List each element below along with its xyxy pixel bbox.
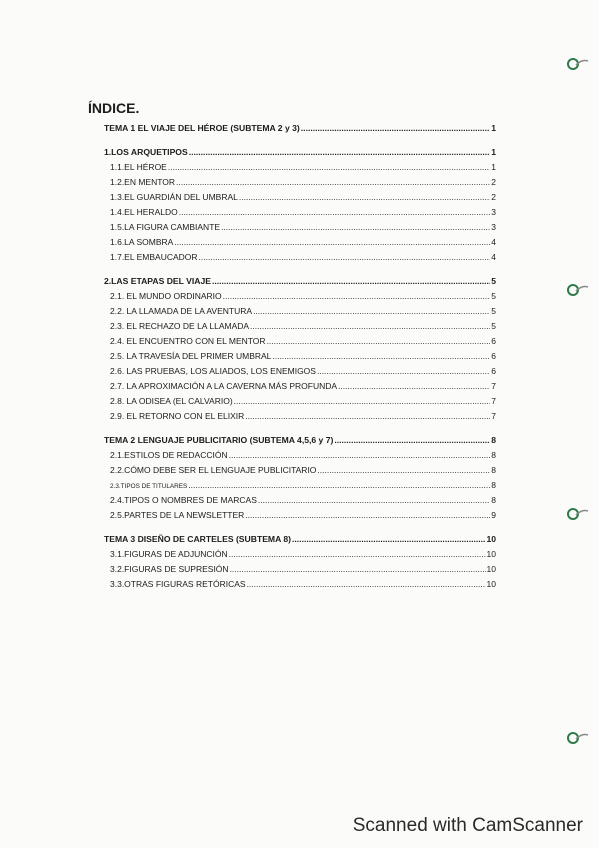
toc-entry-label: TEMA 2 LENGUAJE PUBLICITARIO (SUBTEMA 4,5,6 y 7) <box>104 435 334 445</box>
toc-entry-label: 2.3.TIPOS DE TITULARES <box>110 483 188 490</box>
toc-entry-label: 2.8. LA ODISEA (EL CALVARIO) <box>110 396 233 406</box>
toc-entry-label: 2.4. EL ENCUENTRO CON EL MENTOR <box>110 336 266 346</box>
toc-entry-label: 1.2.EN MENTOR <box>110 177 176 187</box>
toc-page-number: 10 <box>486 549 496 559</box>
toc-entry <box>104 334 496 349</box>
toc-entry-label: 2.7. LA APROXIMACIÓN A LA CAVERNA MÁS PROFUNDA <box>110 381 338 391</box>
toc-entry <box>104 448 496 463</box>
toc-page-number: 6 <box>491 336 496 346</box>
toc-entry-label: 2.1.ESTILOS DE REDACCIÓN <box>110 450 228 460</box>
toc-section-entry <box>104 145 496 160</box>
toc-entry <box>104 304 496 319</box>
toc-page-number: 7 <box>491 381 496 391</box>
dot-leader <box>247 577 486 592</box>
dot-leader <box>212 274 490 289</box>
toc-page-number: 8 <box>491 450 496 460</box>
toc-entry-label: 1.5.LA FIGURA CAMBIANTE <box>110 222 221 232</box>
toc-entry <box>104 409 496 424</box>
dot-leader <box>199 250 491 265</box>
toc-page-number: 6 <box>491 351 496 361</box>
toc-entry <box>104 235 496 250</box>
toc-entry <box>104 250 496 265</box>
toc-page-number: 8 <box>491 480 496 490</box>
dot-leader <box>221 220 490 235</box>
toc-entry <box>104 547 496 562</box>
toc-entry <box>104 577 496 592</box>
toc-entry <box>104 394 496 409</box>
toc-page-number: 4 <box>491 252 496 262</box>
toc-page-number: 8 <box>491 465 496 475</box>
dot-leader <box>230 562 486 577</box>
dot-leader <box>245 508 490 523</box>
toc-entry-label: TEMA 1 EL VIAJE DEL HÉROE (SUBTEMA 2 y 3) <box>104 123 300 133</box>
toc-page-number: 1 <box>491 147 496 157</box>
group-spacer <box>104 424 496 433</box>
toc-section-entry <box>104 121 496 136</box>
toc-section-entry <box>104 433 496 448</box>
toc-entry <box>104 160 496 175</box>
toc-entry-label: 2.2. LA LLAMADA DE LA AVENTURA <box>110 306 253 316</box>
toc-entry-label: 2.2.CÓMO DEBE SER EL LENGUAJE PUBLICITARIO <box>110 465 317 475</box>
toc-entry <box>104 493 496 508</box>
dot-leader <box>189 145 490 160</box>
toc-page-number: 10 <box>486 564 496 574</box>
toc-entry-label: 3.2.FIGURAS DE SUPRESIÓN <box>110 564 229 574</box>
toc-entry <box>104 319 496 334</box>
toc-entry-label: 3.1.FIGURAS DE ADJUNCIÓN <box>110 549 228 559</box>
toc-section-entry <box>104 532 496 547</box>
dot-leader <box>338 379 490 394</box>
group-spacer <box>104 136 496 145</box>
toc-entry <box>104 364 496 379</box>
dot-leader <box>317 364 490 379</box>
toc-page-number: 8 <box>491 495 496 505</box>
toc-entry-label: 2.5. LA TRAVESÍA DEL PRIMER UMBRAL <box>110 351 272 361</box>
dot-leader <box>239 190 490 205</box>
toc-page-number: 3 <box>491 222 496 232</box>
binder-ring-icon <box>567 507 589 521</box>
toc-entry <box>104 190 496 205</box>
dot-leader <box>272 349 490 364</box>
dot-leader <box>188 478 490 493</box>
toc-entry <box>104 220 496 235</box>
dot-leader <box>223 289 491 304</box>
toc-entry <box>104 562 496 577</box>
toc-page-number: 7 <box>491 411 496 421</box>
toc-entry <box>104 379 496 394</box>
toc-entry-label: 1.3.EL GUARDIÁN DEL UMBRAL <box>110 192 238 202</box>
toc-entry <box>104 508 496 523</box>
group-spacer <box>104 265 496 274</box>
toc-entry <box>104 205 496 220</box>
toc-entry-label: 2.1. EL MUNDO ORDINARIO <box>110 291 222 301</box>
dot-leader <box>250 319 490 334</box>
toc-entry <box>104 175 496 190</box>
dot-leader <box>174 235 490 250</box>
dot-leader <box>267 334 491 349</box>
toc-page-number: 10 <box>486 579 496 589</box>
toc-page-number: 9 <box>491 510 496 520</box>
toc-entry <box>104 349 496 364</box>
toc-page-number: 7 <box>491 396 496 406</box>
dot-leader <box>258 493 490 508</box>
toc-entry-label: 2.9. EL RETORNO CON EL ELIXIR <box>110 411 245 421</box>
toc-page-number: 3 <box>491 207 496 217</box>
toc-entry <box>104 478 496 493</box>
toc-page-number: 5 <box>491 276 496 286</box>
camscanner-watermark: Scanned with CamScanner <box>352 815 583 836</box>
toc-section-entry <box>104 274 496 289</box>
toc-entry-label: 1.6.LA SOMBRA <box>110 237 174 247</box>
toc-page-number: 1 <box>491 162 496 172</box>
toc-page-number: 2 <box>491 177 496 187</box>
dot-leader <box>253 304 490 319</box>
toc-entry-label: 2.3. EL RECHAZO DE LA LLAMADA <box>110 321 250 331</box>
toc-page-number: 5 <box>491 321 496 331</box>
toc-page-number: 5 <box>491 291 496 301</box>
dot-leader <box>176 175 490 190</box>
toc-page-number: 5 <box>491 306 496 316</box>
index-title: ÍNDICE. <box>88 100 140 116</box>
dot-leader <box>168 160 490 175</box>
toc-entry-label: 2.6. LAS PRUEBAS, LOS ALIADOS, LOS ENEMIGOS <box>110 366 316 376</box>
toc-entry <box>104 289 496 304</box>
dot-leader <box>334 433 490 448</box>
dot-leader <box>229 448 491 463</box>
dot-leader <box>301 121 490 136</box>
binder-ring-icon <box>567 57 589 71</box>
toc-entry-label: 1.LOS ARQUETIPOS <box>104 147 188 157</box>
table-of-contents <box>104 121 496 592</box>
toc-page-number: 2 <box>491 192 496 202</box>
toc-entry-label: 1.4.EL HERALDO <box>110 207 178 217</box>
toc-entry-label: 1.7.EL EMBAUCADOR <box>110 252 198 262</box>
toc-entry-label: 2.4.TIPOS O NOMBRES DE MARCAS <box>110 495 257 505</box>
toc-page-number: 10 <box>486 534 496 544</box>
dot-leader <box>229 547 486 562</box>
toc-page-number: 6 <box>491 366 496 376</box>
dot-leader <box>292 532 485 547</box>
toc-entry-label: TEMA 3 DISEÑO DE CARTELES (SUBTEMA 8) <box>104 534 292 544</box>
toc-page-number: 1 <box>491 123 496 133</box>
toc-entry <box>104 463 496 478</box>
binder-ring-icon <box>567 731 589 745</box>
group-spacer <box>104 523 496 532</box>
toc-entry-label: 3.3.OTRAS FIGURAS RETÓRICAS <box>110 579 246 589</box>
toc-entry-label: 2.5.PARTES DE LA NEWSLETTER <box>110 510 245 520</box>
toc-entry-label: 2.LAS ETAPAS DEL VIAJE <box>104 276 211 286</box>
dot-leader <box>179 205 491 220</box>
dot-leader <box>317 463 490 478</box>
toc-page-number: 4 <box>491 237 496 247</box>
dot-leader <box>234 394 491 409</box>
binder-ring-icon <box>567 283 589 297</box>
toc-entry-label: 1.1.EL HÉROE <box>110 162 167 172</box>
toc-page-number: 8 <box>491 435 496 445</box>
dot-leader <box>245 409 490 424</box>
